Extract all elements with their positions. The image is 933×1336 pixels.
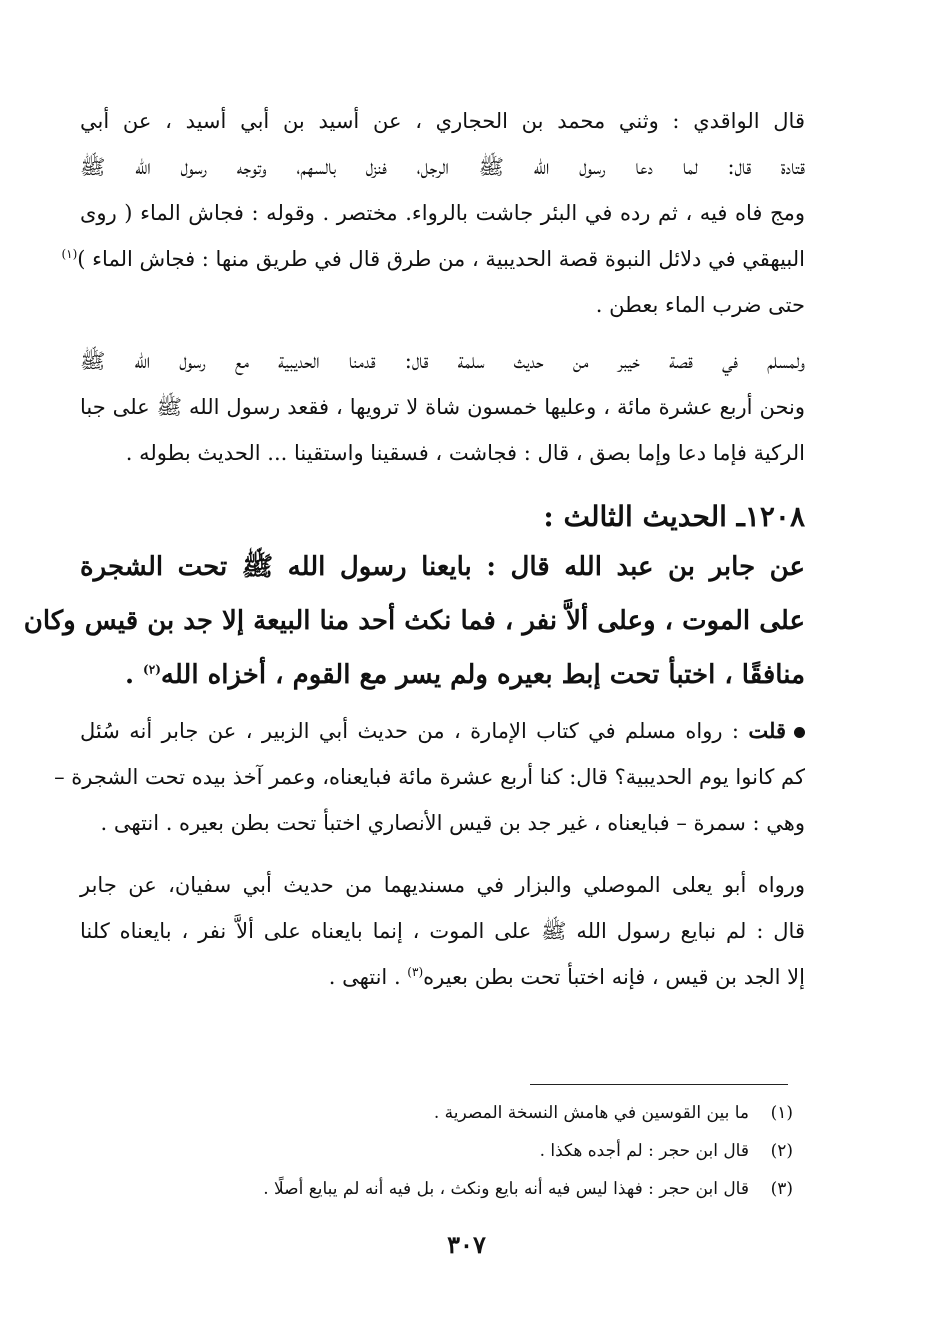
footnote-mark: (١) xyxy=(61,247,78,261)
paragraph-waqidi xyxy=(61,98,805,328)
text-line: وهي : سمرة – فبايعناه ، غير جد بن قيس الأنصاري اختبأ تحت بطن بعيره . انتهى . xyxy=(100,811,805,835)
footnote xyxy=(133,1170,793,1208)
hadith-line: عن جابر بن عبد الله قال : بايعنا رسول الله ﷺ تحت الشجرة xyxy=(80,552,805,582)
text-segment: منافقًا ، اختبأ تحت إبط بعيره ولم يسر مع القوم ، أخزاه الله xyxy=(160,660,805,690)
paragraph-muslim-khaybar xyxy=(80,338,805,476)
footnote-text: قال ابن حجر : لم أجده هكذا . xyxy=(539,1141,749,1161)
footnote-number: (٣) xyxy=(770,1179,793,1199)
footnotes xyxy=(133,1094,793,1208)
text-line: قال الواقدي : وثني محمد بن الحجاري ، عن أسيد بن أبي أسيد ، عن أبي xyxy=(80,109,805,133)
paragraph-qult xyxy=(54,708,805,846)
text-segment: . انتهى . xyxy=(328,965,408,989)
footnote-mark: (٢) xyxy=(143,662,161,677)
text-line xyxy=(80,954,805,1000)
text-line: قتادة قال: لما دعا رسول الله ﷺ الرجل، فنزل بالسهم، وتوجه رسول الله ﷺ xyxy=(80,155,805,179)
footnote xyxy=(133,1132,793,1170)
text-line-with-note xyxy=(61,236,805,282)
text-line: ومج فاه فيه ، ثم رده في البئر جاشت بالرواء. مختصر . وقوله : فجاش الماء ( روى xyxy=(80,201,805,225)
text-line: ونحن أربع عشرة مائة ، وعليها خمسون شاة لا ترويها ، فقعد رسول الله ﷺ على جبا xyxy=(80,395,805,419)
text-line: ولمسلم في قصة خيبر من حديث سلمة قال: قدمنا الحديبية مع رسول الله ﷺ xyxy=(80,349,805,373)
text-segment: إلا الجد بن قيس ، فإنه اختبأ تحت بطن بعيره xyxy=(423,965,805,989)
hadith-text xyxy=(23,540,805,702)
text-segment: البيهقي في دلائل النبوة قصة الحديبية ، من طرق قال في طريق منها : فجاش الماء ) xyxy=(77,247,805,271)
text-line: قال : لم نبايع رسول الله ﷺ على الموت ، إنما بايعناه على ألاَّ نفر ، بايعناه كلنا xyxy=(80,919,805,943)
text-line: ورواه أبو يعلى الموصلي والبزار في مسنديهما من حديث أبي سفيان، عن جابر xyxy=(80,873,805,897)
text-segment: . xyxy=(124,660,144,690)
footnote-number: (٢) xyxy=(770,1141,793,1161)
bullet-icon xyxy=(794,727,805,738)
footnote-number: (١) xyxy=(770,1103,793,1123)
text-line: الركية فإما دعا وإما بصق ، قال : فجاشت ، فسقينا واستقينا ... الحديث بطوله . xyxy=(125,441,805,465)
paragraph-abu-yala xyxy=(80,862,805,1000)
section-heading: ١٢٠٨ـ الحديث الثالث : xyxy=(543,500,805,533)
footnote xyxy=(133,1094,793,1132)
footnote-divider xyxy=(530,1084,788,1085)
hadith-line xyxy=(80,648,805,702)
text-segment: : رواه مسلم في كتاب الإمارة ، من حديث أبي الزبير ، عن جابر أنه سُئل xyxy=(80,719,749,743)
footnote-mark: (٣) xyxy=(407,965,424,979)
qult-label: قلت xyxy=(748,718,786,743)
text-line: حتى ضرب الماء بعطن . xyxy=(595,293,805,317)
text-line: كم كانوا يوم الحديبية؟ قال: كنا أربع عشرة مائة فبايعناه، وعمر آخذ بيده تحت الشجرة – xyxy=(54,765,805,789)
footnote-text: قال ابن حجر : فهذا ليس فيه أنه بايع ونكث ، بل فيه أنه لم يبايع أصلًا . xyxy=(263,1179,749,1199)
footnote-text: ما بين القوسين في هامش النسخة المصرية . xyxy=(433,1103,749,1123)
hadith-line: على الموت ، وعلى ألاَّ نفر ، فما نكث أحد منا البيعة إلا جد بن قيس وكان xyxy=(23,606,805,636)
page-number: ٣٠٧ xyxy=(447,1230,486,1259)
text-line xyxy=(80,708,805,754)
